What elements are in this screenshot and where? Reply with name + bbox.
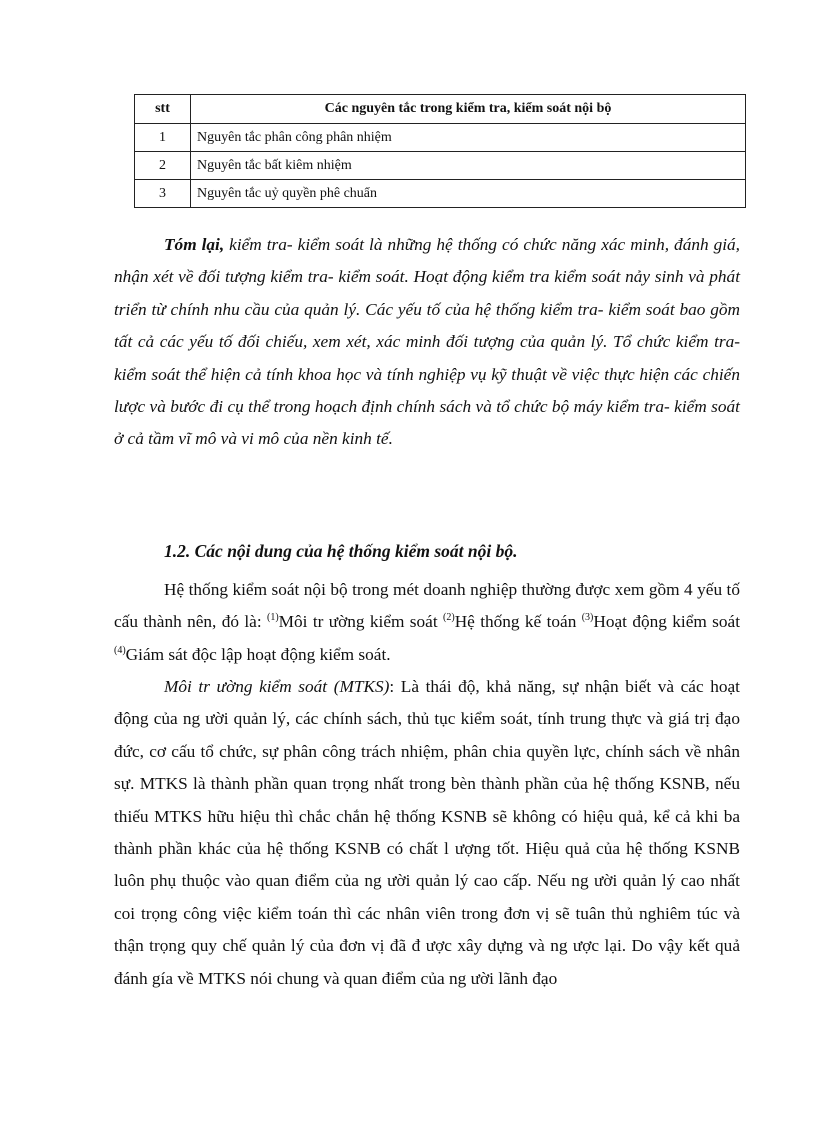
table-row	[135, 152, 746, 180]
component-3: Hoạt động kiểm soát	[593, 612, 740, 632]
component-2: Hệ thống kế toán	[454, 612, 582, 632]
table-row	[135, 124, 746, 152]
paragraph-text: : Là thái độ, khả năng, sự nhận biết và các hoạt động của ng ười quản lý, các chính sách, thủ tục kiểm soát, tính trung thực và giá trị đạo đức, cơ cấu tổ chức, sự phân công trách nhiệm, phân chia quyền lực, chính sách về nhân sự. MTKS là thành phần quan trọng nhất trong bèn thành phần của hệ thống KSNB, nếu thiếu MTKS hữu hiệu thì chắc chắn hệ thống KSNB sẽ không có hiệu quả, kể cả khi ba thành phần khác của hệ thống KSNB có chất l ượng tốt. Hiệu quả của hệ thống KSNB luôn phụ thuộc vào quan điểm của ng ười quản lý cao cấp. Nếu ng ười quản lý cao nhất coi trọng công việc kiểm toán thì các nhân viên trong đơn vị sẽ tuân thủ nghiêm túc và thận trọng quy chế quản lý của đơn vị đã đ ược xây dựng và ng ược lại. Do vậy kết quả đánh gía về MTKS nói chung và quan điểm của ng ười lãnh đạo	[114, 677, 740, 988]
row-principle: Nguyên tắc phân công phân nhiệm	[191, 124, 746, 152]
table-header-row	[135, 95, 746, 124]
header-principle: Các nguyên tắc trong kiểm tra, kiểm soát nội bộ	[191, 95, 746, 124]
paragraph-control-environment	[114, 671, 740, 995]
paragraph-intro: Hệ thống kiểm soát nội bộ trong mét doanh nghiệp thường được xem gồm 4 yếu tố cấu thành nên, đó là:	[114, 580, 740, 632]
footnote-marker-2: (2)	[443, 612, 455, 624]
summary-text: kiểm tra- kiểm soát là những hệ thống có chức năng xác minh, đánh giá, nhận xét về đối tượng kiểm tra- kiểm soát. Hoạt động kiểm tra kiểm soát nảy sinh và phát triển từ chính nhu cầu của quản lý. Các yếu tố của hệ thống kiểm tra- kiểm soát bao gồm tất cả các yếu tố đối chiếu, xem xét, xác minh đối tượng của quản lý. Tổ chức kiểm tra- kiểm soát thể hiện cả tính khoa học và tính nghiệp vụ kỹ thuật về việc thực hiện các chiến lược và bước đi cụ thể trong hoạch định chính sách và tổ chức bộ máy kiểm tra- kiểm soát ở cả tầm vĩ mô và vi mô của nền kinh tế.	[114, 235, 740, 449]
footnote-marker-4: (4)	[114, 644, 126, 656]
component-1: Môi tr ường kiểm soát	[278, 612, 444, 632]
summary-paragraph	[114, 229, 740, 456]
paragraph-lead: Môi tr ường kiểm soát (MTKS)	[164, 677, 390, 696]
row-principle: Nguyên tắc bất kiêm nhiệm	[191, 152, 746, 180]
section-heading: 1.2. Các nội dung của hệ thống kiểm soát nội bộ.	[164, 541, 518, 561]
paragraph-components	[114, 574, 740, 671]
header-stt: stt	[135, 95, 191, 124]
footnote-marker-3: (3)	[581, 612, 594, 624]
row-principle: Nguyên tắc uỷ quyền phê chuẩn	[191, 180, 746, 208]
principles-table	[134, 94, 746, 208]
summary-lead: Tóm lại,	[164, 235, 225, 254]
row-stt: 2	[135, 152, 191, 180]
table-row	[135, 180, 746, 208]
component-4: Giám sát độc lập hoạt động kiểm soát.	[125, 644, 391, 664]
row-stt: 1	[135, 124, 191, 152]
row-stt: 3	[135, 180, 191, 208]
footnote-marker-1: (1)	[267, 612, 279, 624]
